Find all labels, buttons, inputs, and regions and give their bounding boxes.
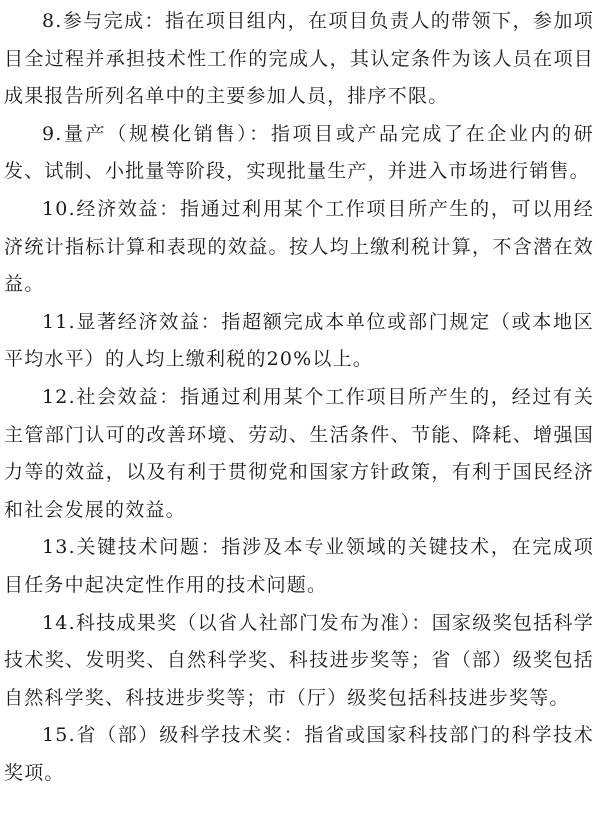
paragraph-item-14: 14.科技成果奖（以省人社部门发布为准）：国家级奖包括科学技术奖、发明奖、自然科学奖、科技进步奖等；省（部）级奖包括自然科学奖、科技进步奖等；市（厅）级奖包括科技进步奖等。 [4,611,594,709]
paragraph-item-10: 10.经济效益：指通过利用某个工作项目所产生的，可以用经济统计指标计算和表现的效益。按人均上缴利税计算，不含潜在效益。 [4,197,594,296]
paragraph-item-12: 12.社会效益：指通过利用某个工作项目所产生的，经过有关主管部门认可的改善环境、劳动、生活条件、节能、降耗、增强国力等的效益，以及有利于贯彻党和国家方针政策，有利于国民经济和社会发展的效益。 [4,385,594,521]
paragraph-item-15: 15.省（部）级科学技术奖：指省或国家科技部门的科学技术奖项。 [4,724,594,784]
paragraph-item-13: 13.关键技术问题：指涉及本专业领域的关键技术，在完成项目任务中起决定性作用的技术问题。 [4,536,594,596]
paragraph-item-11: 11.显著经济效益：指超额完成本单位或部门规定（或本地区平均水平）的人均上缴利税的20%以上。 [4,310,594,371]
paragraph-item-9: 9.量产（规模化销售）：指项目或产品完成了在企业内的研发、试制、小批量等阶段，实现批量生产，并进入市场进行销售。 [4,122,594,183]
paragraph-item-8: 8.参与完成：指在项目组内，在项目负责人的带领下，参加项目全过程并承担技术性工作的完成人，其认定条件为该人员在项目成果报告所列名单中的主要参加人员，排序不限。 [4,10,594,108]
